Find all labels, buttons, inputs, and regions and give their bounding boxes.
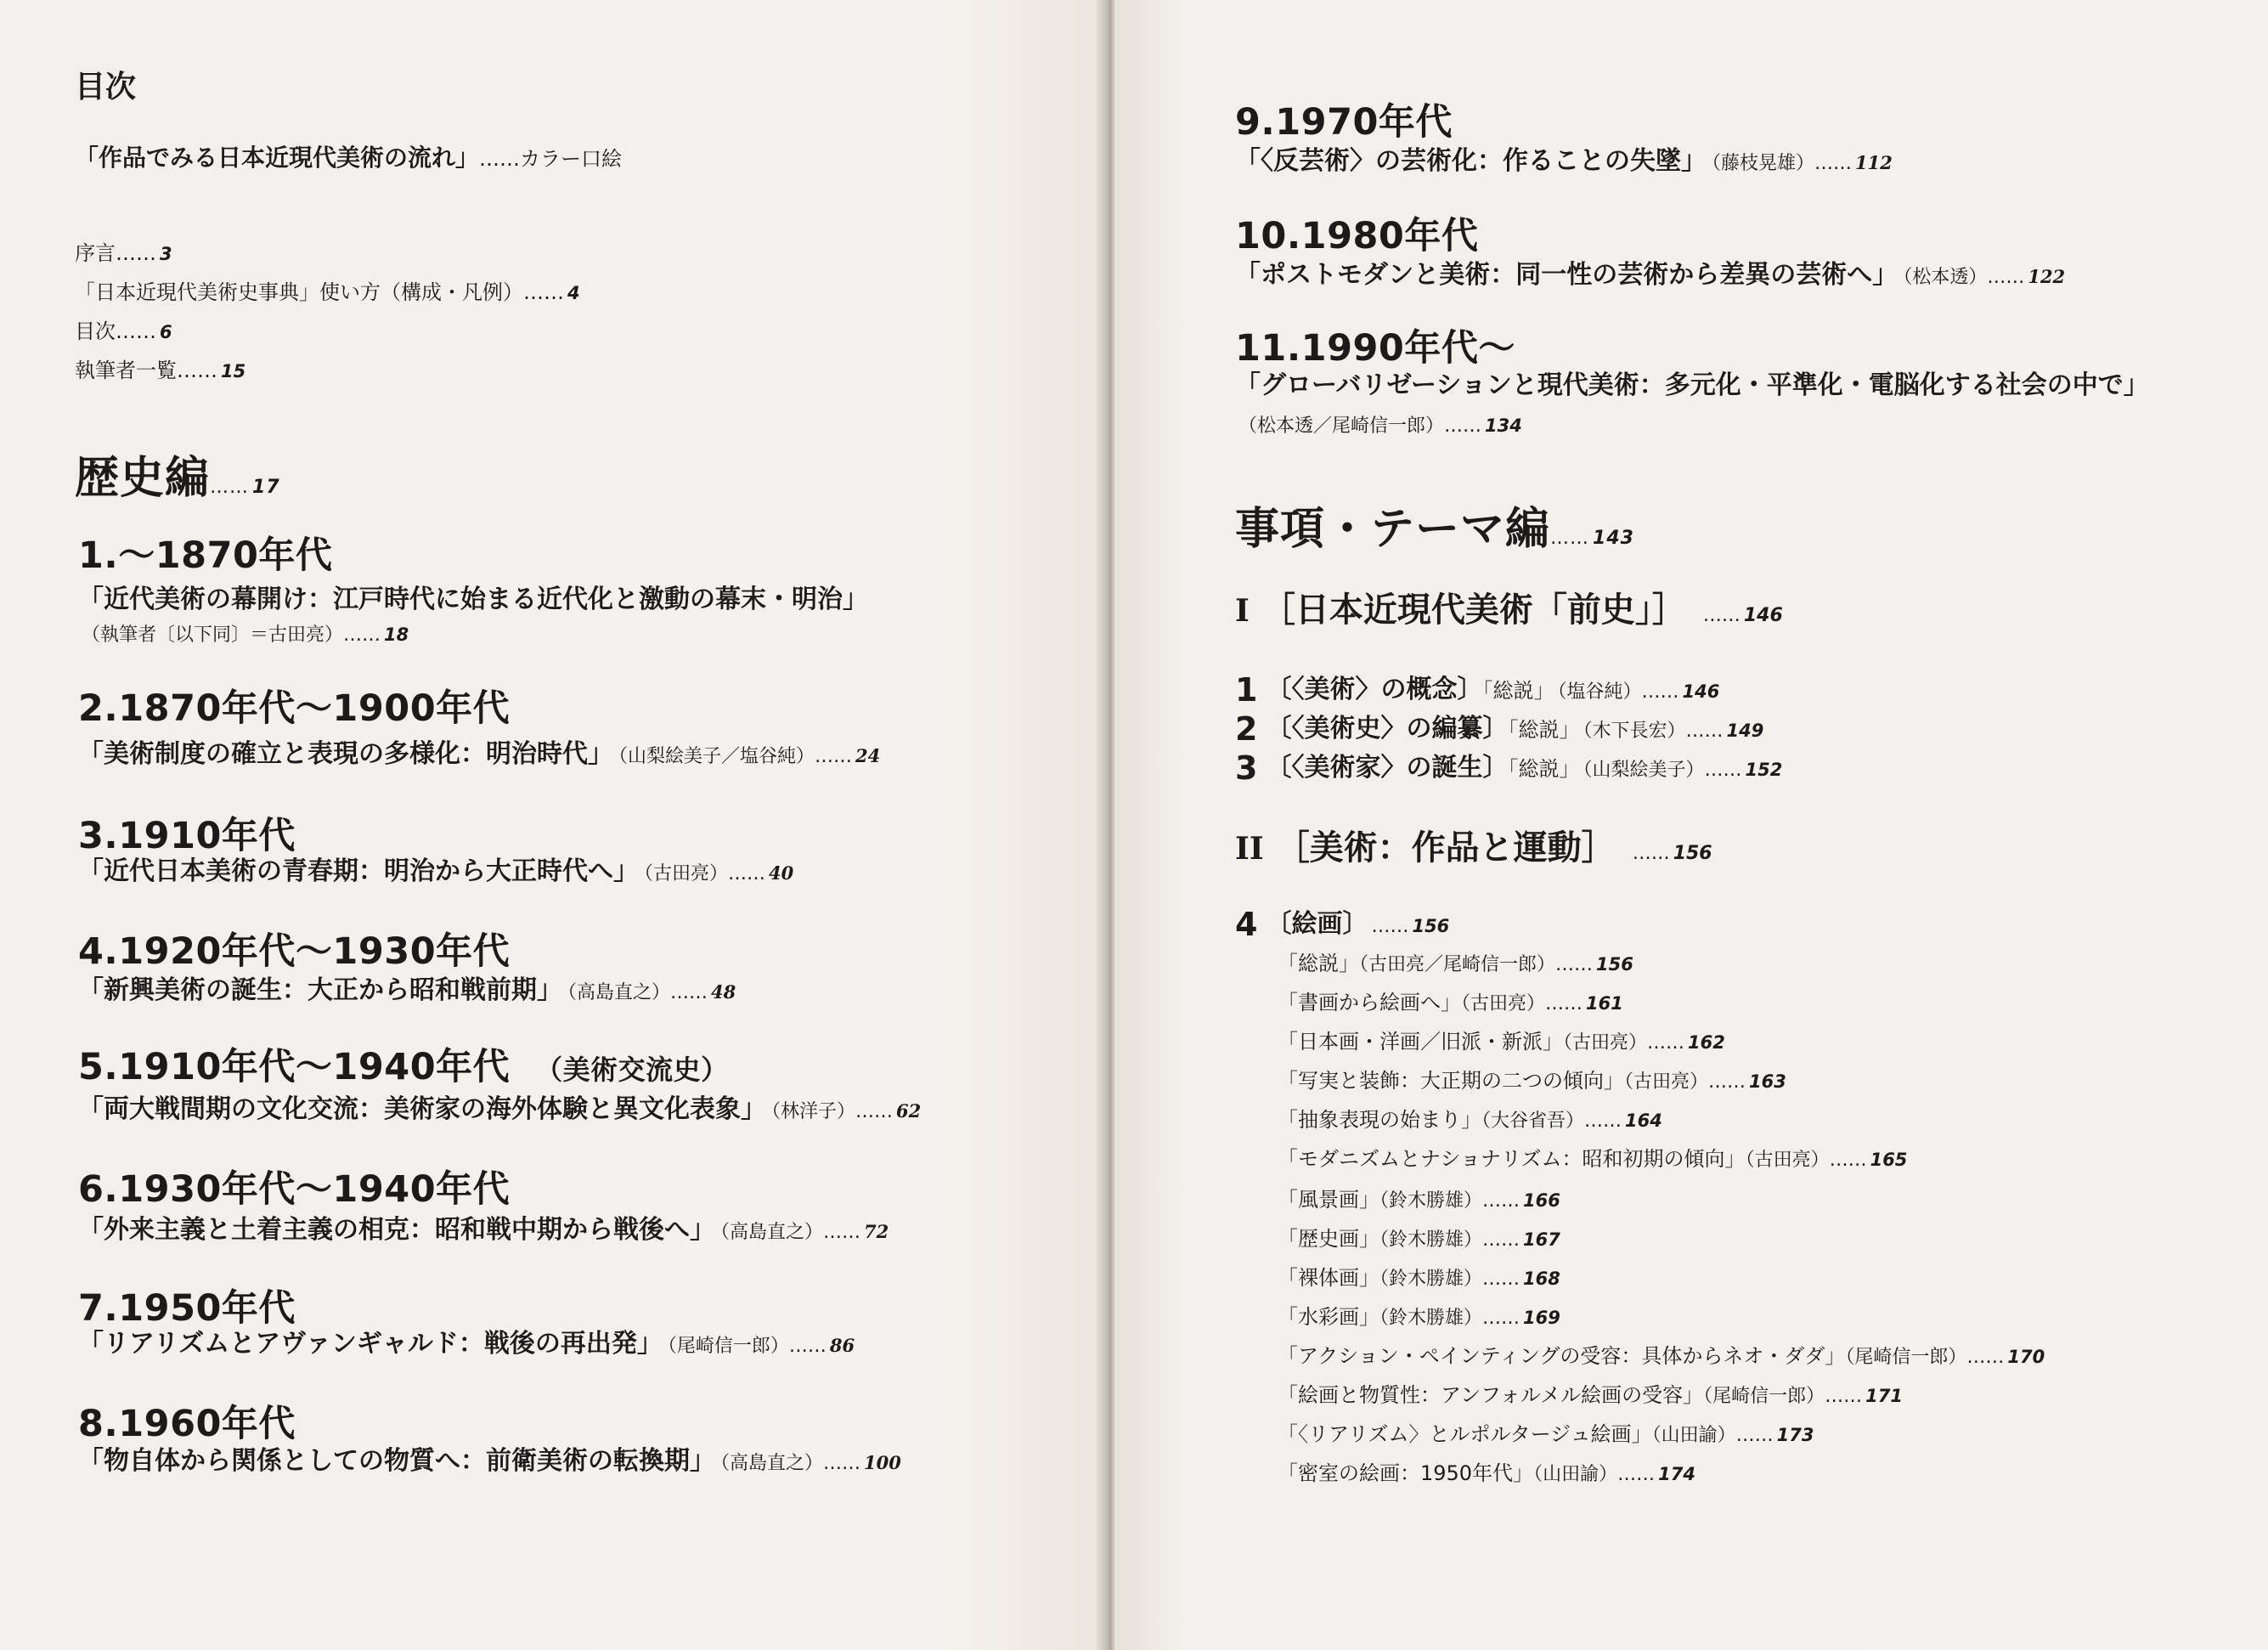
page-number: 146 <box>1682 681 1720 702</box>
entry-item: 「裸体画」（鈴木勝雄）…… 168 <box>1278 1266 1560 1290</box>
page-number: 166 <box>1523 1190 1560 1211</box>
entry-item: 「日本画・洋画／旧派・新派」（古田亮）…… 162 <box>1278 1030 1725 1054</box>
page-number: 171 <box>1865 1386 1903 1406</box>
period-heading: 6.1930年代〜1940年代 <box>78 1168 511 1211</box>
page-number: 17 <box>252 477 280 498</box>
period-title: 「外来主義と土着主義の相克：昭和戦中期から戦後へ」 （高島直之）…… 72 <box>78 1215 889 1245</box>
period-heading: 1.〜1870年代 <box>78 534 333 577</box>
period-title: 「両大戦間期の文化交流：美術家の海外体験と異文化表象」 （林洋子）…… 62 <box>78 1094 922 1124</box>
page-number: 165 <box>1870 1150 1908 1170</box>
page-number: 167 <box>1523 1229 1560 1250</box>
page-number: 146 <box>1743 605 1783 626</box>
entry-item: 「歴史画」（鈴木勝雄）…… 167 <box>1278 1227 1560 1251</box>
page-number: 112 <box>1855 152 1893 173</box>
part-heading: I ［日本近現代美術「前史」］ …… 146 <box>1235 590 1783 630</box>
page-number: 3 <box>160 244 172 264</box>
page-number: 163 <box>1749 1071 1786 1092</box>
entry-item: 「モダニズムとナショナリズム：昭和初期の傾向」（古田亮）…… 165 <box>1278 1147 1908 1171</box>
front-matter-item: 序言…… 3 <box>75 241 172 265</box>
entry-item: 「〈リアリズム〉とルポルタージュ絵画」（山田諭）…… 173 <box>1278 1422 1814 1446</box>
page-number: 72 <box>864 1221 889 1242</box>
entry-item: 「書画から絵画へ」（古田亮）…… 161 <box>1278 991 1623 1014</box>
chapter-entry: 2 〔〈美術史〉の編纂〕「総説」 （木下長宏）…… 149 <box>1235 710 1764 748</box>
page-number: 18 <box>384 624 409 645</box>
page-number: 122 <box>2028 266 2066 287</box>
period-author: （執筆者〔以下同〕＝古田亮）…… 18 <box>82 624 409 646</box>
page-number: 156 <box>1596 954 1633 975</box>
entry-item: 「風景画」（鈴木勝雄）…… 166 <box>1278 1188 1560 1212</box>
period-title: 「近代日本美術の青春期：明治から大正時代へ」 （古田亮）…… 40 <box>78 856 794 886</box>
page-number: 40 <box>769 862 794 884</box>
page-number: 161 <box>1586 993 1623 1014</box>
front-matter-item: 目次…… 6 <box>75 319 172 343</box>
entry-item: 「密室の絵画：1950年代」（山田諭）…… 174 <box>1278 1461 1695 1485</box>
period-title: 「〈反芸術〉の芸術化：作ることの失墜」 （藤枝晃雄）…… 112 <box>1235 146 1893 176</box>
period-title: 「物自体から関係としての物質へ：前衛美術の転換期」 （高島直之）…… 100 <box>78 1446 901 1476</box>
chapter-entry: 4 〔絵画〕 …… 156 <box>1235 906 1450 943</box>
period-title: 「近代美術の幕開け：江戸時代に始まる近代化と激動の幕末・明治」 <box>78 585 868 614</box>
period-title: 「新興美術の誕生：大正から昭和戦前期」 （高島直之）…… 48 <box>78 975 736 1005</box>
period-heading: 9.1970年代 <box>1235 101 1453 144</box>
chapter-entry: 3 〔〈美術家〉の誕生〕「総説」 （山梨絵美子）…… 152 <box>1235 749 1783 787</box>
page-number: 162 <box>1688 1032 1725 1053</box>
period-heading: 7.1950年代 <box>78 1287 296 1330</box>
page-number: 86 <box>829 1335 855 1356</box>
entry-item: 「絵画と物質性：アンフォルメル絵画の受容」（尾崎信一郎）…… 171 <box>1278 1383 1903 1407</box>
color-plate-title: 「作品でみる日本近現代美術の流れ」 <box>75 144 480 172</box>
page-number: 100 <box>864 1452 901 1473</box>
page-number: 173 <box>1776 1425 1814 1445</box>
page-number: 170 <box>2007 1347 2045 1367</box>
color-plate-entry <box>75 139 622 173</box>
period-extra: （美術交流史） <box>535 1054 729 1086</box>
period-heading: 10.1980年代 <box>1235 215 1479 257</box>
page-number: 156 <box>1412 916 1450 936</box>
page-number: 149 <box>1726 720 1764 741</box>
page-number: 174 <box>1658 1464 1695 1484</box>
period-heading: 8.1960年代 <box>78 1403 296 1445</box>
left-page <box>0 0 1106 1650</box>
period-heading: 11.1990年代〜 <box>1235 327 1515 370</box>
themes-section-heading: 事項・テーマ編…… 143 <box>1235 504 1634 555</box>
right-page <box>1114 0 2268 1650</box>
history-section-heading: 歴史編…… 17 <box>75 453 280 504</box>
front-matter-item: 「日本近現代美術史事典」使い方（構成・凡例）…… 4 <box>75 280 580 304</box>
period-heading: 2.1870年代〜1900年代 <box>78 687 511 730</box>
page-number: 152 <box>1745 760 1783 780</box>
entry-item: 「抽象表現の始まり」（大谷省吾）…… 164 <box>1278 1108 1662 1132</box>
period-author: （松本透／尾崎信一郎）…… 134 <box>1238 415 1522 437</box>
page-number: 164 <box>1625 1110 1662 1131</box>
page-number: 62 <box>896 1100 922 1122</box>
period-title: 「美術制度の確立と表現の多様化：明治時代」 （山梨絵美子／塩谷純）…… 24 <box>78 739 881 769</box>
period-title: 「グローバリゼーションと現代美術：多元化・平準化・電脳化する社会の中で」 <box>1235 370 2149 400</box>
page-number: 134 <box>1485 415 1522 436</box>
color-plate-rest: ……カラー口絵 <box>479 147 623 171</box>
entry-item: 「水彩画」（鈴木勝雄）…… 169 <box>1278 1305 1560 1329</box>
page-number: 6 <box>160 322 172 342</box>
entry-item: 「総説」（古田亮／尾崎信一郎）…… 156 <box>1278 952 1633 975</box>
toc-heading: 目次 <box>75 70 137 105</box>
part-heading: II ［美術：作品と運動］ …… 156 <box>1235 828 1712 867</box>
period-title: 「リアリズムとアヴァンギャルド：戦後の再出発」 （尾崎信一郎）…… 86 <box>78 1329 855 1359</box>
page-number: 156 <box>1673 843 1712 864</box>
period-title: 「ポストモダンと美術：同一性の芸術から差異の芸術へ」 （松本透）…… 122 <box>1235 260 2066 290</box>
chapter-entry: 1 〔〈美術〉の概念〕「総説」 （塩谷純）…… 146 <box>1235 671 1720 709</box>
page-number: 4 <box>567 283 580 303</box>
page-number: 24 <box>855 745 881 766</box>
page-number: 48 <box>711 981 736 1003</box>
period-heading: 3.1910年代 <box>78 815 296 857</box>
period-heading: 4.1920年代〜1930年代 <box>78 930 511 973</box>
page-number: 15 <box>221 361 246 381</box>
period-heading: 5.1910年代〜1940年代 （美術交流史） <box>78 1046 729 1088</box>
front-matter-item: 執筆者一覧…… 15 <box>75 359 246 382</box>
page-number: 143 <box>1593 528 1634 549</box>
entry-item: 「アクション・ペインティングの受容：具体からネオ・ダダ」（尾崎信一郎）…… 170 <box>1278 1344 2045 1368</box>
page-number: 168 <box>1523 1269 1560 1289</box>
page-number: 169 <box>1523 1308 1560 1328</box>
entry-item: 「写実と装飾：大正期の二つの傾向」（古田亮）…… 163 <box>1278 1069 1786 1093</box>
